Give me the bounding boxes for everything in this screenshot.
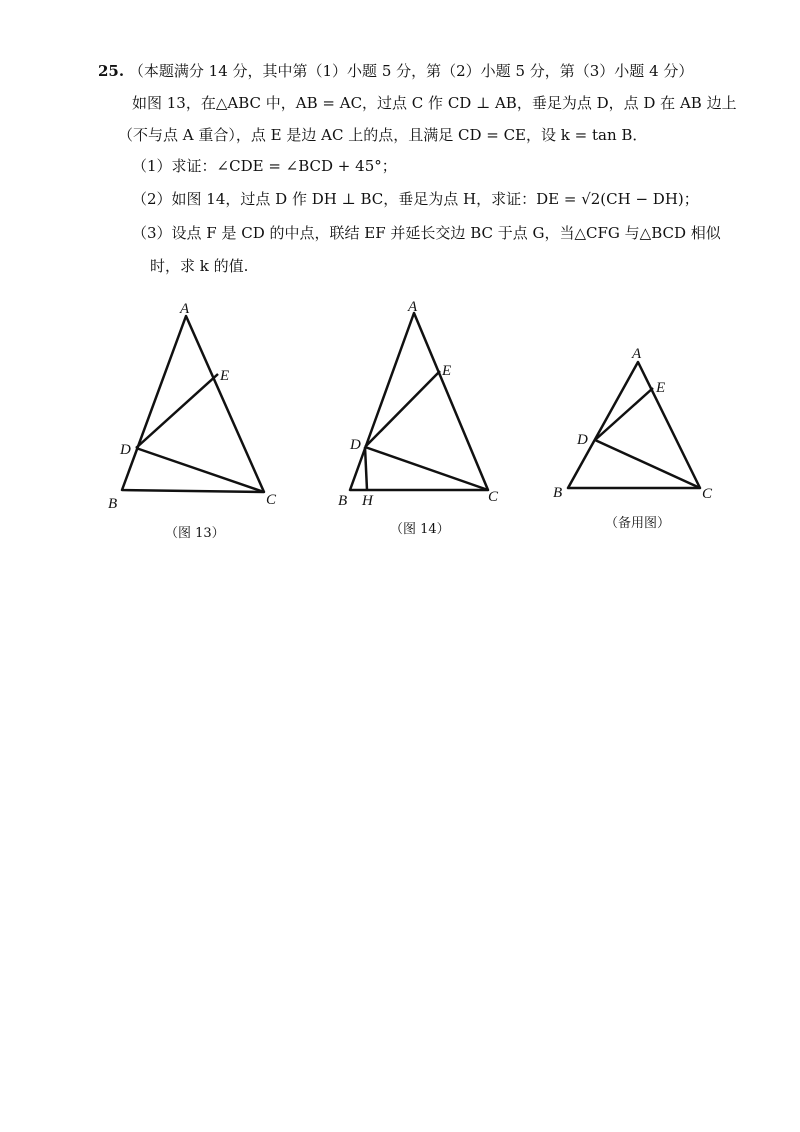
figure-14 xyxy=(330,295,520,515)
problem-part1: （1）求证：∠CDE = ∠BCD + 45°； xyxy=(132,157,397,175)
segment-dh xyxy=(365,447,367,490)
triangle-abc xyxy=(568,362,700,488)
label-b: B xyxy=(553,485,563,501)
problem-stem-line2: （不与点 A 重合），点 E 是边 AC 上的点，且满足 CD = CE，设 k = tan B． xyxy=(118,126,648,144)
label-e: E xyxy=(656,380,666,396)
label-e: E xyxy=(220,368,230,384)
label-b: B xyxy=(108,496,118,512)
label-d: D xyxy=(350,437,361,453)
figure-spare xyxy=(550,340,730,510)
problem-part3-line2: 时，求 k 的值. xyxy=(150,257,249,275)
caption-fig13: （图 13） xyxy=(165,526,225,541)
problem-stem-line1: 如图 13，在△ABC 中，AB = AC，过点 C 作 CD ⊥ AB，垂足为点 D，点 D 在 AB 边上 xyxy=(132,94,737,112)
label-a: A xyxy=(408,299,418,315)
problem-part2: （2）如图 14，过点 D 作 DH ⊥ BC，垂足为点 H，求证：DE = √2(CH − DH)； xyxy=(132,190,699,208)
problem-header-line xyxy=(98,60,693,82)
figure-13 xyxy=(100,300,290,520)
label-e: E xyxy=(442,363,452,379)
label-c: C xyxy=(702,486,713,502)
segment-dc xyxy=(365,447,488,490)
label-b: B xyxy=(338,493,348,509)
segment-dc xyxy=(136,448,264,492)
segment-de xyxy=(136,374,218,448)
problem-header: （本题满分 14 分，其中第（1）小题 5 分，第（2）小题 5 分，第（3）小题 4 分） xyxy=(128,62,694,80)
triangle-abc xyxy=(350,313,488,490)
caption-fig14: （图 14） xyxy=(390,522,450,537)
problem-number: 25. xyxy=(98,62,125,80)
problem-part3-line1: （3）设点 F 是 CD 的中点，联结 EF 并延长交边 BC 于点 G，当△CFG 与△BCD 相似 xyxy=(132,224,721,242)
caption-spare: （备用图） xyxy=(605,516,671,531)
label-a: A xyxy=(180,301,190,317)
triangle-abc xyxy=(122,316,264,492)
label-c: C xyxy=(266,492,277,508)
segment-de xyxy=(365,371,440,447)
label-c: C xyxy=(488,489,499,505)
segment-dc xyxy=(595,440,700,488)
label-h: H xyxy=(362,493,373,509)
segment-de xyxy=(595,388,653,440)
label-d: D xyxy=(577,432,588,448)
label-a: A xyxy=(632,346,642,362)
label-d: D xyxy=(120,442,131,458)
